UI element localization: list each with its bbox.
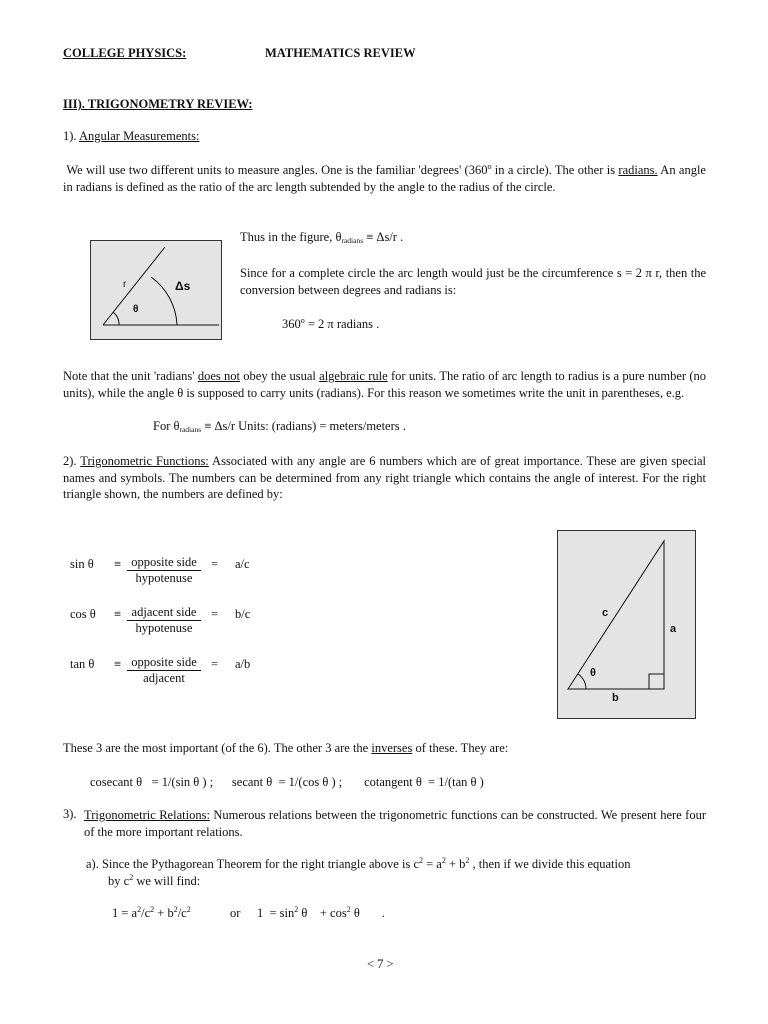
angle-figure-drawing <box>91 241 221 339</box>
exponent: 2 <box>441 856 446 865</box>
label-c: c <box>602 607 609 619</box>
text-span: Thus in the figure, θ <box>240 230 342 244</box>
text-span: An angle in radians is defined as the ratio of the arc length subtended by the angle to the radius of the circle. <box>63 163 706 194</box>
text-span: obey the usual <box>240 369 320 383</box>
text-span: Associated with any angle are 6 numbers which are of great importance. These are given special names and symbols. The numbers can be determined from any right triangle which contains the angle of interest. For the right triangle shown, the numbers are defined by: <box>63 454 706 501</box>
exponent: 2 <box>419 856 423 865</box>
exponent: 2 <box>129 873 134 882</box>
units-example <box>153 419 406 434</box>
identity-equation-2 <box>257 906 385 921</box>
section-3-title: Trigonometric Relations: <box>84 808 210 822</box>
sin-fraction <box>127 555 201 586</box>
radians-term: radians. <box>618 163 658 177</box>
text-span: 1 = sin <box>257 906 295 920</box>
text-span: /c <box>141 906 151 920</box>
cos-denominator: hypotenuse <box>135 621 193 635</box>
cos-equiv: ≡ <box>114 607 122 621</box>
inverses-intro <box>63 741 508 756</box>
thus-statement <box>240 230 403 245</box>
sin-result: a/c <box>235 557 250 571</box>
section-2-title: Trigonometric Functions: <box>80 454 209 468</box>
text-span: + b <box>445 857 466 871</box>
text-span: of these. They are: <box>412 741 509 755</box>
label-theta: θ <box>590 667 596 679</box>
identity-equation-1 <box>112 906 191 921</box>
section-title: III). TRIGONOMETRY REVIEW: <box>63 97 253 111</box>
section-2-number: 2). <box>63 454 77 468</box>
label-delta-s: Δs <box>175 279 191 293</box>
angle-arc <box>113 312 119 325</box>
label-r: r <box>123 279 127 290</box>
sin-denominator: hypotenuse <box>135 571 193 585</box>
page-number: < 7 > <box>367 957 394 971</box>
pythagorean-statement <box>86 857 706 872</box>
cos-fraction <box>127 605 201 636</box>
section-3-number: 3). <box>63 807 77 821</box>
sin-numerator: opposite side <box>127 555 201 571</box>
paragraph-radians-intro <box>63 162 706 195</box>
paragraph-units-note <box>63 368 706 401</box>
text-span: 1 = a <box>112 906 138 920</box>
paragraph-trig-functions <box>63 453 706 503</box>
pythagorean-statement-line2 <box>108 874 200 889</box>
text-span: For θ <box>153 419 180 433</box>
text-span: = 2 π radians . <box>304 317 380 331</box>
triangle-shape <box>568 541 664 689</box>
sin-eq: = <box>211 557 219 571</box>
inverses-term: inverses <box>371 741 413 755</box>
text-span: in a circle). The other is <box>491 163 616 177</box>
text-span: 360 <box>282 317 301 331</box>
exponent: 2 <box>294 905 299 914</box>
text-span: θ . <box>350 906 385 920</box>
text-span: by c <box>108 874 130 888</box>
text-span: for units. The ratio of arc length to radius is a pure number (no units), while the angle θ is supposed to carry units (radians). For this reason we sometimes write the unit in parentheses, e.g. <box>63 369 707 400</box>
header-topic: MATHEMATICS REVIEW <box>265 46 416 60</box>
text-span: These 3 are the most important (of the 6). The other 3 are the <box>63 741 372 755</box>
text-span: We will use two different units to measure angles. One is the familiar 'degrees' (360 <box>66 163 488 177</box>
exponent: 2 <box>150 905 155 914</box>
section-1-heading <box>63 129 199 144</box>
text-span: a). Since the Pythagorean Theorem for the right triangle above is c <box>86 857 419 871</box>
text-span: + b <box>154 906 174 920</box>
degree-sup: o <box>487 162 492 171</box>
cos-eq: = <box>211 607 219 621</box>
tan-numerator: opposite side <box>127 655 201 671</box>
text-span: , then if we divide this equation <box>469 857 631 871</box>
tan-denominator: adjacent <box>143 671 185 685</box>
header-course: COLLEGE PHYSICS: <box>63 46 187 60</box>
exponent: 2 <box>346 905 351 914</box>
sin-equiv: ≡ <box>114 557 122 571</box>
radians-subscript: radians <box>341 236 364 245</box>
tan-label: tan θ <box>70 657 95 671</box>
exponent: 2 <box>137 905 142 914</box>
right-triangle-figure <box>557 530 696 719</box>
sin-label: sin θ <box>70 557 94 571</box>
tan-equiv: ≡ <box>114 657 122 671</box>
angle-figure <box>90 240 222 340</box>
text-span: we will find: <box>133 874 201 888</box>
arc-ds <box>151 277 177 325</box>
text-span: ≡ Δs/r . <box>363 230 404 244</box>
cos-numerator: adjacent side <box>127 605 201 621</box>
label-theta: θ <box>133 304 139 315</box>
text-span: /c <box>177 906 187 920</box>
exponent: 2 <box>465 856 470 865</box>
text-span: θ + cos <box>298 906 347 920</box>
text-span: = a <box>423 857 442 871</box>
degree-sup: o <box>300 316 305 325</box>
label-a: a <box>670 623 677 635</box>
paragraph-trig-relations <box>84 807 706 840</box>
theta-arc <box>578 674 586 689</box>
does-not-term: does not <box>197 369 241 383</box>
section-1-title: Angular Measurements: <box>78 129 200 143</box>
text-span: ≡ Δs/r Units: (radians) = meters/meters . <box>201 419 406 433</box>
text-span: Note that the unit 'radians' <box>63 369 198 383</box>
algebraic-rule-term: algebraic rule <box>319 369 388 383</box>
or-word: or <box>230 906 241 920</box>
tan-fraction <box>127 655 201 686</box>
inverse-functions: cosecant θ = 1/(sin θ ) ; secant θ = 1/(cos θ ) ; cotangent θ = 1/(tan θ ) <box>90 775 484 789</box>
cos-result: b/c <box>235 607 251 621</box>
cos-label: cos θ <box>70 607 96 621</box>
label-b: b <box>612 692 619 704</box>
tan-result: a/b <box>235 657 251 671</box>
exponent: 2 <box>186 905 191 914</box>
section-1-number: 1). <box>63 129 77 143</box>
exponent: 2 <box>173 905 178 914</box>
conversion-equation <box>282 317 379 332</box>
tan-eq: = <box>211 657 219 671</box>
right-angle-mark <box>649 674 664 689</box>
radians-subscript: radians <box>179 425 202 434</box>
text-span: Numerous relations between the trigonometric functions can be constructed. We present here four of the more important relations. <box>84 808 706 839</box>
circumference-statement: Since for a complete circle the arc length would just be the circumference s = 2 π r, then the conversion between degrees and radians is: <box>240 266 706 297</box>
